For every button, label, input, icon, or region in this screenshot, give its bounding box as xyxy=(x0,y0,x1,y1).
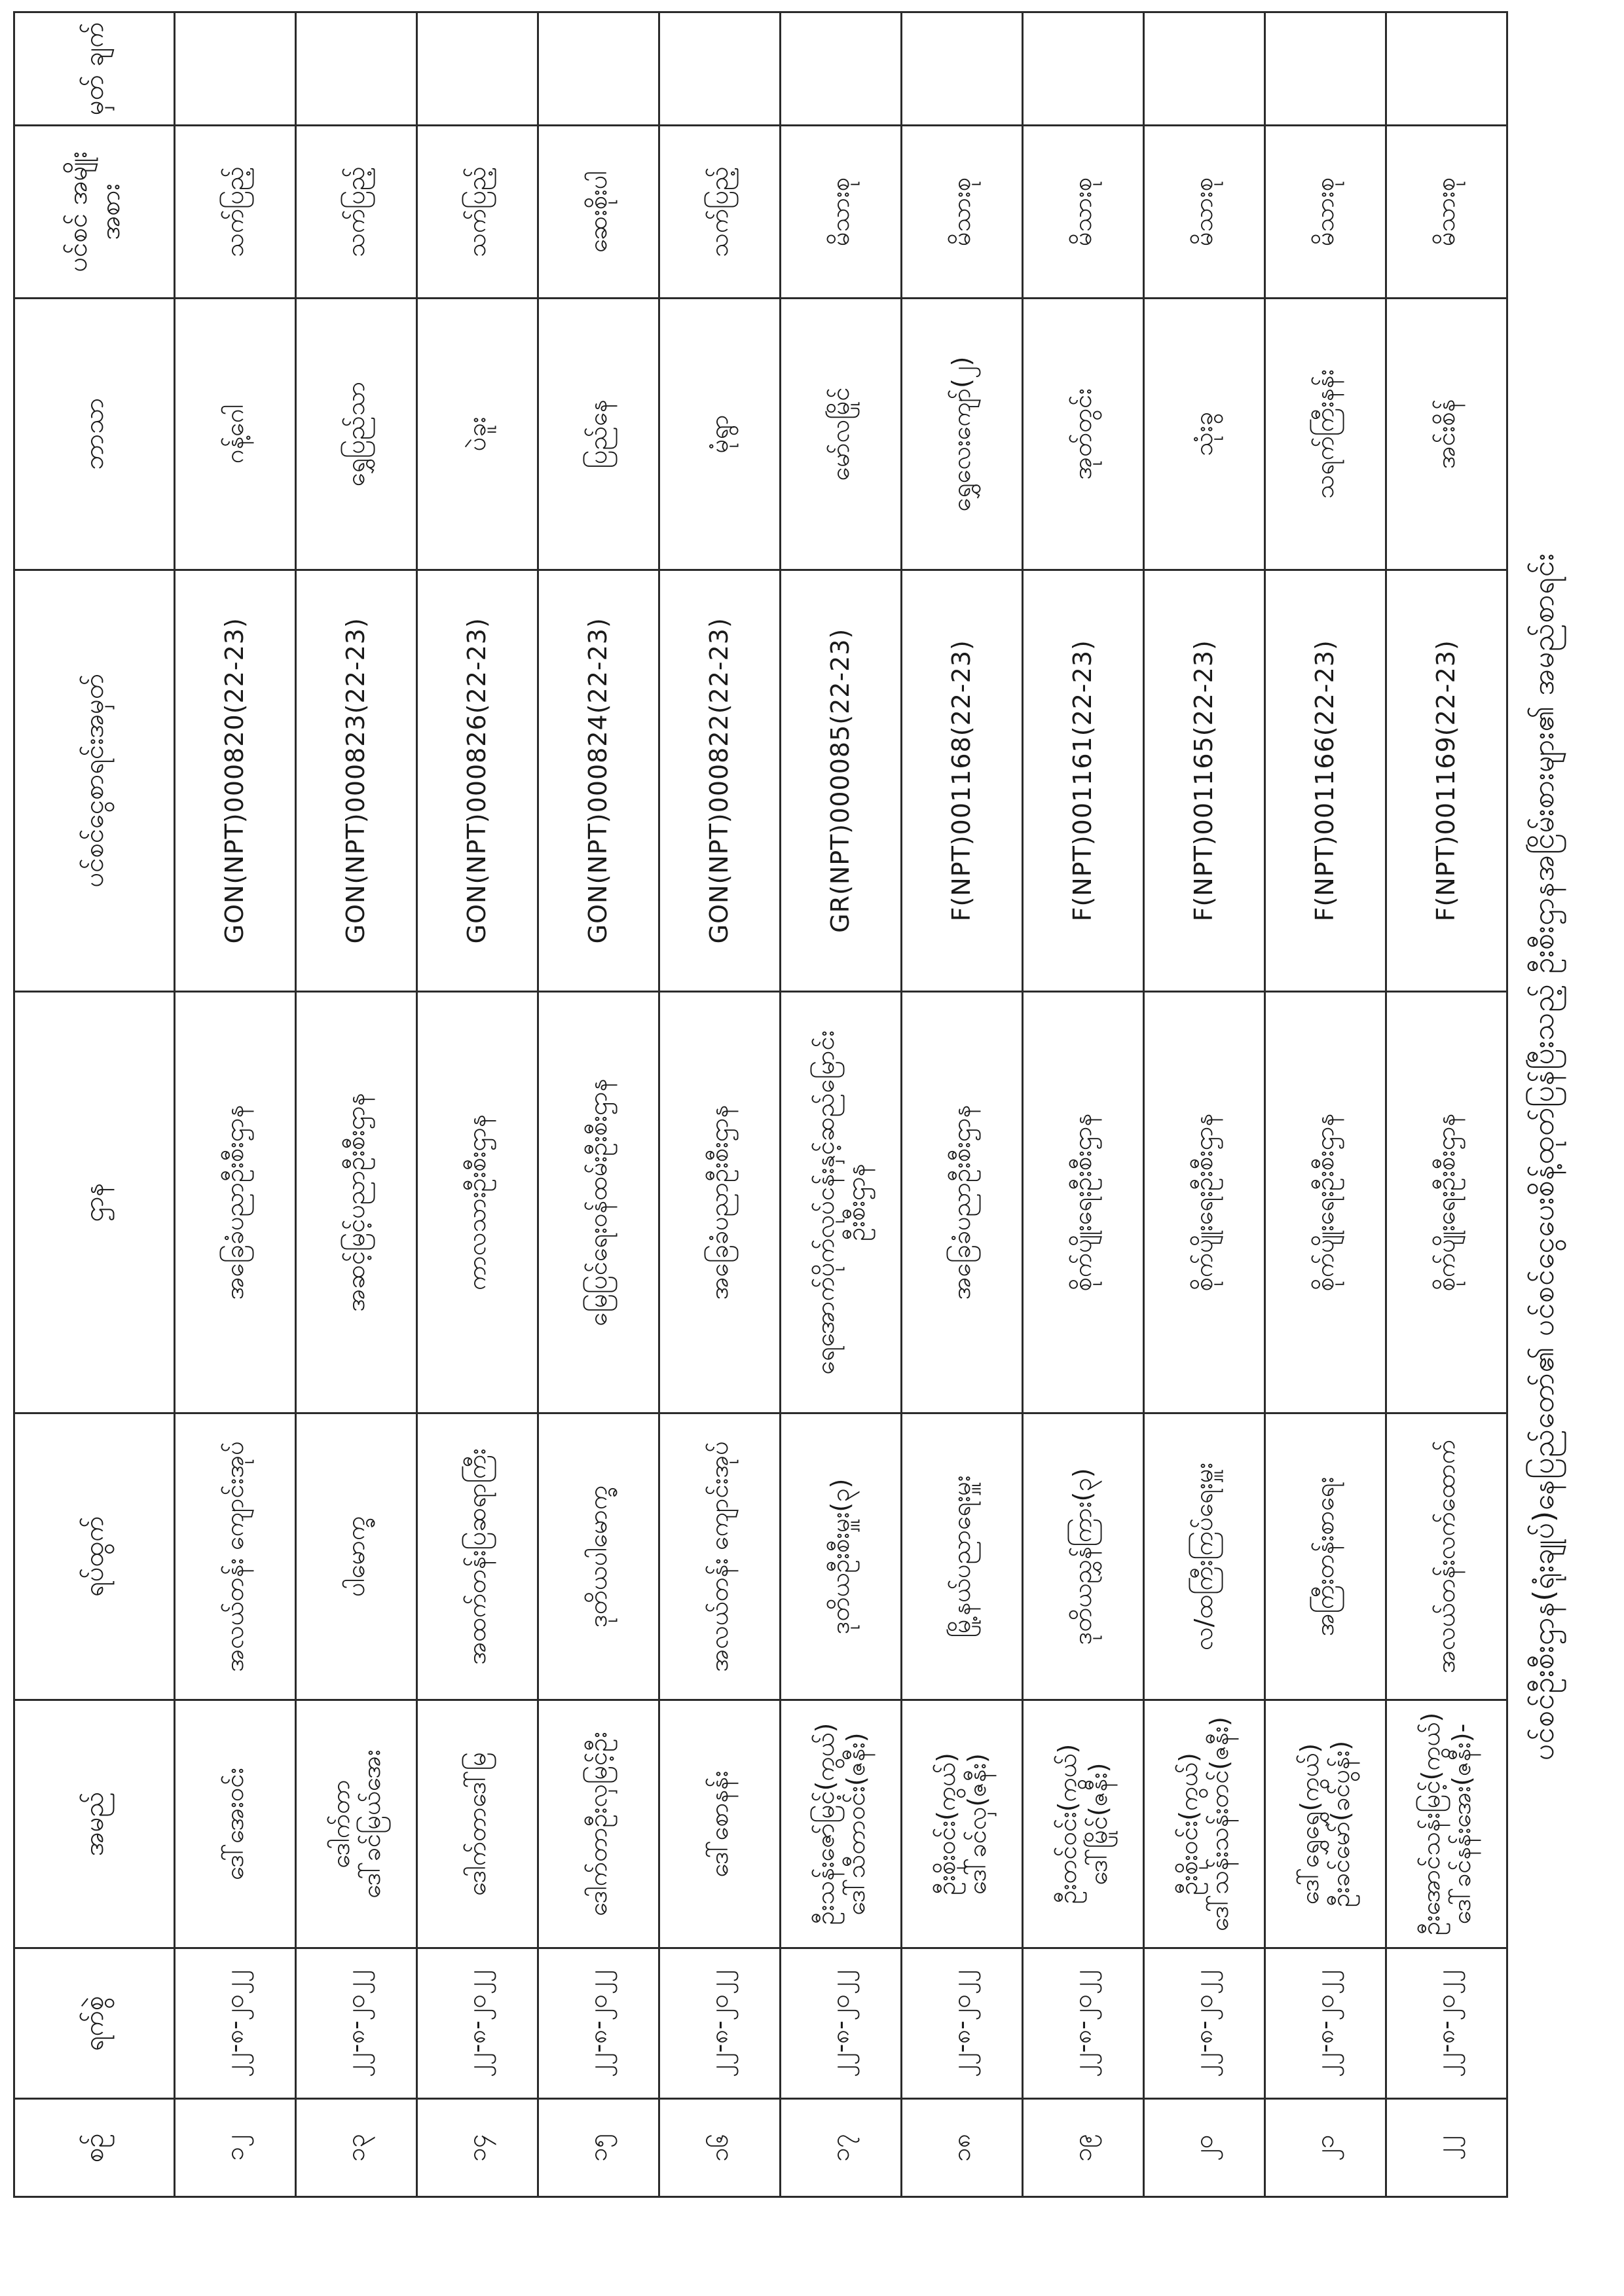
cell-position: အလယ်တန်း ကျောင်းအုပ် xyxy=(175,1413,296,1700)
header-date: ရက်စွဲ xyxy=(14,1948,175,2099)
cell-no: ၁၆ xyxy=(659,2099,781,2197)
table-row xyxy=(1144,12,1265,2197)
cell-department: အခြေခံပညာဦးစီးဌာန xyxy=(902,991,1023,1413)
cell-position: ပါမောက္ခ xyxy=(296,1413,417,1700)
cell-note xyxy=(902,12,1023,126)
table-row xyxy=(1386,12,1507,2197)
table-row xyxy=(175,12,296,2197)
cell-department: ကာလသားဦးစီးဌာန xyxy=(417,991,538,1413)
cell-department: အဆင့်မြင့်ပညာဦးစီးဌာန xyxy=(296,991,417,1413)
name-line: ဒေါ်အေးဝင်း xyxy=(220,1768,249,1880)
cell-department: ရေအောက်ပိုက်လုပ်ငန်းနှင့်ဆည်မြောင်း ဦးစီးဌာန xyxy=(781,991,902,1413)
name-line: ဦးစိုးဝင်း(ကွယ်) xyxy=(1173,1753,1203,1895)
cell-pension-kind: သက်ပြည့် xyxy=(175,125,296,299)
name-line: ဦးခင်မော်(ခင်ပွန်း) xyxy=(1326,1740,1355,1908)
name-line: ဒေါ်ရွှေရွှေ(ကွယ်) xyxy=(1295,1743,1324,1905)
table-row xyxy=(538,12,659,2197)
cell-date: ၂၂-၈-၂၀၂၂ xyxy=(902,1948,1023,2099)
table-row xyxy=(1265,12,1386,2197)
cell-name xyxy=(1386,1700,1507,1948)
cell-position: အကြီးတန်းစာရေး xyxy=(1265,1413,1386,1700)
cell-pension-kind: မိသားစု xyxy=(902,125,1023,299)
cell-position: အထက်တန်းပြဆရာကြီး xyxy=(417,1413,538,1700)
header-township: ဘာသာ xyxy=(14,299,175,570)
cell-date: ၂၂-၈-၂၀၂၂ xyxy=(659,1948,781,2099)
cell-date: ၂၂-၈-၂၀၂၂ xyxy=(781,1948,902,2099)
cell-no: ၁၉ xyxy=(1023,2099,1144,2197)
cell-no: ၁၅ xyxy=(538,2099,659,2197)
name-line: ဦးတင်ဝင်း(ကွယ်) xyxy=(1052,1743,1082,1904)
table-row xyxy=(417,12,538,2197)
cell-position: ဒုတိယပါမောက္ခ xyxy=(538,1413,659,1700)
cell-name xyxy=(1144,1700,1265,1948)
header-pension-kind: ပင်စင် အမျိုးအစား xyxy=(14,125,175,299)
table-row xyxy=(296,12,417,2197)
cell-pension-code: F(NPT)001165(22-23) xyxy=(1144,570,1265,991)
cell-note xyxy=(538,12,659,126)
cell-pension-kind: မိသားစု xyxy=(1265,125,1386,299)
table-body xyxy=(175,12,1507,2197)
cell-no: ၁၈ xyxy=(902,2099,1023,2197)
name-line: ဒေါ်သီတာဝင်း(ဇနီး) xyxy=(841,1732,870,1916)
header-address: ရပ်ထွက် xyxy=(14,1413,175,1700)
cell-department: စိုက်ပျိုးရေးဦးစီးဌာန xyxy=(1265,991,1386,1413)
cell-position: အလယ်တန်းလက်ထောက် xyxy=(1386,1413,1507,1700)
table-row xyxy=(902,12,1023,2197)
cell-pension-code: F(NPT)001161(22-23) xyxy=(1023,570,1144,991)
header-note: မှတ် ချက် xyxy=(14,12,175,126)
cell-pension-kind: မိသားစု xyxy=(1144,125,1265,299)
cell-name xyxy=(175,1700,296,1948)
cell-no: ၂၂ xyxy=(1386,2099,1507,2197)
cell-position: လ/ထကြီးကြပ်ရေးမှူး xyxy=(1144,1413,1265,1700)
header-department: ဌာန xyxy=(14,991,175,1413)
cell-department: အခြေခံပညာဦးစီးဌာန xyxy=(659,991,781,1413)
cell-township: ပဲခူး xyxy=(417,299,538,570)
cell-date: ၂၂-၈-၂၀၂၂ xyxy=(538,1948,659,2099)
cell-township: ရွှေပြည်သာ xyxy=(296,299,417,570)
cell-pension-kind: မိသားစု xyxy=(1386,125,1507,299)
cell-name xyxy=(538,1700,659,1948)
cell-position: အလယ်တန်း ကျောင်းအုပ် xyxy=(659,1413,781,1700)
cell-note xyxy=(1023,12,1144,126)
cell-name xyxy=(296,1700,417,1948)
name-line: ဒေါ်သန်းသန်းတင်(ဇနီး) xyxy=(1205,1717,1234,1931)
cell-no: ၁၇ xyxy=(781,2099,902,2197)
cell-no: ၂၁ xyxy=(1265,2099,1386,2197)
header-pension-code: ပင်စင်ငွေစာရင်းအမှတ် xyxy=(14,570,175,991)
cell-date: ၂၂-၈-၂၀၂၂ xyxy=(175,1948,296,2099)
cell-pension-kind: ဆေးစိုးပါ xyxy=(538,125,659,299)
cell-pension-kind: သက်ပြည့် xyxy=(417,125,538,299)
cell-township: မော်လမြိုင် xyxy=(781,299,902,570)
cell-township: သုံးခွ xyxy=(1144,299,1265,570)
header-name: အမည် xyxy=(14,1700,175,1948)
cell-date: ၂၂-၈-၂၀၂၂ xyxy=(296,1948,417,2099)
table-row xyxy=(659,12,781,2197)
cell-position: မြို့နယ်ပညာရေးမှူး xyxy=(902,1413,1023,1700)
cell-date: ၂၂-၈-၂၀၂၂ xyxy=(1265,1948,1386,2099)
cell-township: မုံရွာ xyxy=(659,299,781,570)
cell-pension-code: GON(NPT)000824(22-23) xyxy=(538,570,659,991)
cell-township: ဂန့်ဂေါ xyxy=(175,299,296,570)
cell-name xyxy=(781,1700,902,1948)
cell-name xyxy=(1265,1700,1386,1948)
cell-note xyxy=(296,12,417,126)
name-line: ဒေါ်ခင်လှ(ဇနီး) xyxy=(963,1753,991,1895)
table-row xyxy=(1023,12,1144,2197)
cell-date: ၂၂-၈-၂၀၂၂ xyxy=(417,1948,538,2099)
cell-no: ၂၀ xyxy=(1144,2099,1265,2197)
cell-note xyxy=(659,12,781,126)
cell-pension-code: GON(NPT)000820(22-23) xyxy=(175,570,296,991)
cell-pension-code: F(NPT)001169(22-23) xyxy=(1386,570,1507,991)
cell-no: ၁၃ xyxy=(296,2099,417,2197)
cell-position: ဒုတိယဦးစီးမှူး(၃) xyxy=(781,1413,902,1700)
header-row xyxy=(14,12,175,2197)
cell-pension-kind: မိသားစု xyxy=(781,125,902,299)
name-line: ဦးစိုးဝင်း(ကွယ်) xyxy=(931,1753,961,1895)
cell-township: ရွှေလေးကျော်(၂) xyxy=(902,299,1023,570)
cell-name xyxy=(417,1700,538,1948)
cell-date: ၂၂-၈-၂၀၂၂ xyxy=(1386,1948,1507,2099)
cell-date: ၂၂-၈-၂၀၂၂ xyxy=(1144,1948,1265,2099)
name-line: ဒေါက်တာဦးလှမြင့်ဦး xyxy=(583,1732,613,1916)
cell-township: အင်းစိန် xyxy=(1386,299,1507,570)
cell-department: စိုက်ပျိုးရေးဦးစီးဌာန xyxy=(1144,991,1265,1413)
cell-no: ၁၂ xyxy=(175,2099,296,2197)
name-line: ဒေါ်စောနန်း xyxy=(705,1770,734,1878)
name-line: ဒေါက်တာဒေါ်မြ xyxy=(462,1752,492,1896)
cell-name xyxy=(902,1700,1023,1948)
cell-pension-code: F(NPT)001168(22-23) xyxy=(902,570,1023,991)
cell-note xyxy=(1265,12,1386,126)
cell-department: မြေပြင်ရေးဝန်ထမ်းဦးစီးဌာန xyxy=(538,991,659,1413)
cell-name xyxy=(659,1700,781,1948)
cell-note xyxy=(1386,12,1507,126)
name-line: ဦးအောင်သန်းမြင့်(ကွယ်) xyxy=(1416,1712,1445,1936)
cell-township: ပြည်နေ xyxy=(538,299,659,570)
name-line: ဒေါ်ခင်နန်းအေး(ဇနီး)- xyxy=(1447,1723,1476,1925)
cell-pension-code: GON(NPT)000822(22-23) xyxy=(659,570,781,991)
cell-pension-code: GON(NPT)000826(22-23) xyxy=(417,570,538,991)
cell-pension-kind: မိသားစု xyxy=(1023,125,1144,299)
cell-pension-code: GR(NPT)000085(22-23) xyxy=(781,570,902,991)
cell-no: ၁၄ xyxy=(417,2099,538,2197)
table-row xyxy=(781,12,902,2197)
cell-department: စိုက်ပျိုးရေးဦးစီးဌာန xyxy=(1386,991,1507,1413)
cell-pension-code: GON(NPT)000823(22-23) xyxy=(296,570,417,991)
cell-note xyxy=(781,12,902,126)
cell-date: ၂၂-၈-၂၀၂၂ xyxy=(1023,1948,1144,2099)
cell-department: စိုက်ပျိုးရေးဦးစီးဌာန xyxy=(1023,991,1144,1413)
cell-position: ဒုတိယညွှန်ကြား(၃) xyxy=(1023,1413,1144,1700)
cell-department: အခြေခံပညာဦးစီးဌာန xyxy=(175,991,296,1413)
name-line: ဒေါ်ခင်မြယ်အေး xyxy=(357,1749,386,1899)
document-title: ပင်စင်ဦးစီးဌာန(ရုံးချုပ်)နေပြည်တော်၏ ပင်စင်ငွေပေးစိန့်ထုတ်ပြန်ပြီးသည့် ဦးစီးဌာနအငြိမ်းစားများ၏ အမည်စာရင်း xyxy=(1527,553,1560,1761)
header-no: စဉ် xyxy=(14,2099,175,2197)
cell-note xyxy=(1144,12,1265,126)
cell-pension-code: F(NPT)001166(22-23) xyxy=(1265,570,1386,991)
cell-pension-kind: သက်ပြည့် xyxy=(659,125,781,299)
cell-name xyxy=(1023,1700,1144,1948)
cell-pension-kind: သက်ပြည့် xyxy=(296,125,417,299)
cell-township: အုတ်တွင်း xyxy=(1023,299,1144,570)
cell-note xyxy=(175,12,296,126)
cell-note xyxy=(417,12,538,126)
name-line: ဦးသန်းဇော်မြင့်(ကွယ်) xyxy=(810,1722,840,1925)
cell-township: သရက်ကြီးနန်း xyxy=(1265,299,1386,570)
pension-register-table xyxy=(13,11,1508,2198)
name-line: ဒေါက်တာ xyxy=(325,1779,355,1868)
name-line: ဒေါ်မြိုင်(ဇနီး) xyxy=(1084,1762,1113,1886)
